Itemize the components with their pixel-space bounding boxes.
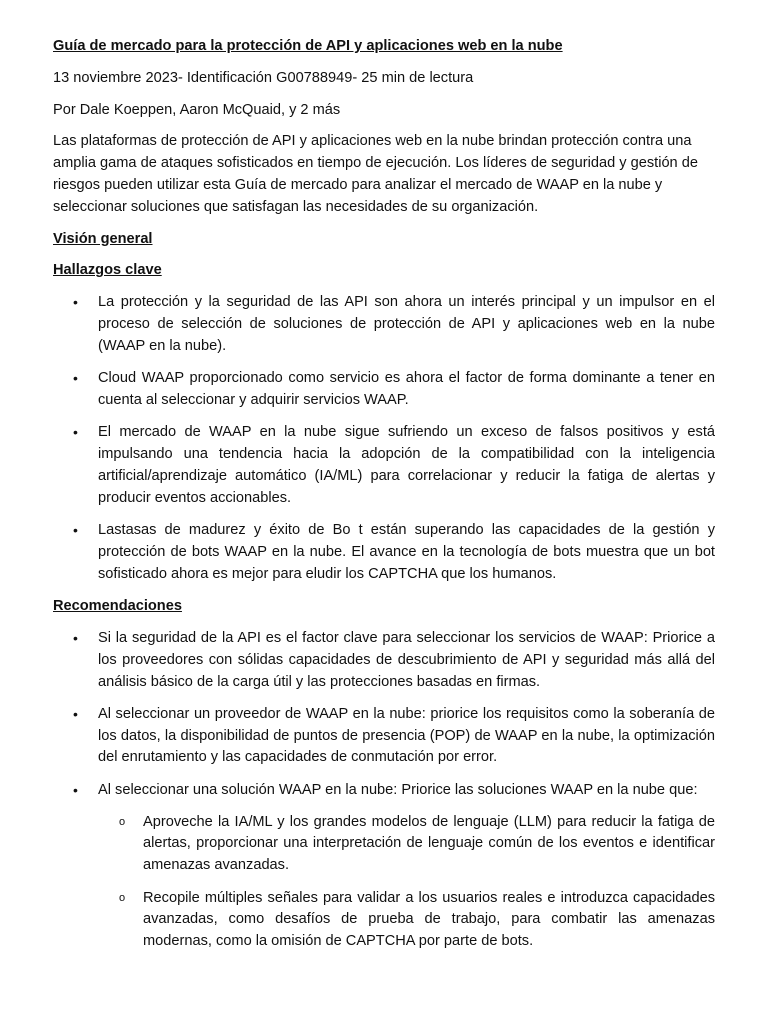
- list-item: [53, 368, 715, 412]
- overview-heading: Visión general: [53, 230, 153, 247]
- recommendations-list: [53, 628, 715, 953]
- sub-list-item: [98, 888, 715, 953]
- list-item-text: Si la seguridad de la API es el factor clave para seleccionar los servicios de WAAP: Priorice a los proveedores con sólidas capacidades de descubrimiento de API y seguridad más allá del análisis básico de la carga útil y las protecciones basadas en firmas.: [98, 629, 715, 690]
- list-item: [53, 628, 715, 693]
- list-item: [53, 704, 715, 769]
- key-findings-heading: Hallazgos clave: [53, 262, 162, 279]
- list-item: [53, 520, 715, 585]
- authors-line: Por Dale Koeppen, Aaron McQuaid, y 2 más: [53, 101, 341, 118]
- bullet-icon: •: [73, 705, 78, 722]
- list-item-text: Lastasas de madurez y éxito de Bo t están superando las capacidades de la gestión y protección de bots WAAP en la nube. El avance en la tecnología de bots muestra que un bot sofisticado ahora es mejor para eludir los CAPTCHA que los humanos.: [98, 522, 715, 582]
- list-item-text: La protección y la seguridad de las API son ahora un interés principal y un impulsor en el proceso de selección de soluciones de protección de API y aplicaciones web en la nube (WAAP en la nube).: [98, 294, 715, 354]
- intro-paragraph: Las plataformas de protección de API y aplicaciones web en la nube brindan protección contra una amplia gama de ataques sofisticados en tiempo de ejecución. Los líderes de seguridad y gestión de riesgos pueden utilizar esta Guía de mercado para analizar el mercado de WAAP en la nube y seleccionar soluciones que satisfagan las necesidades de su organización.: [53, 133, 698, 215]
- recommendations-heading: Recomendaciones: [53, 598, 182, 615]
- publication-info: 13 noviembre 2023- Identificación G00788949- 25 min de lectura: [53, 69, 474, 86]
- list-item-text: Cloud WAAP proporcionado como servicio es ahora el factor de forma dominante a tener en cuenta al seleccionar y adquirir servicios WAAP.: [98, 370, 715, 408]
- list-item: [53, 422, 715, 509]
- list-item: [53, 292, 715, 357]
- hollow-bullet-icon: o: [119, 815, 126, 828]
- sub-list-item-text: Aproveche la IA/ML y los grandes modelos de lenguaje (LLM) para reducir la fatiga de alertas, proporcionar una interpretación de lenguaje común de los eventos e identificar amenazas avanzadas.: [143, 813, 715, 874]
- list-item-text: El mercado de WAAP en la nube sigue sufriendo un exceso de falsos positivos y está impulsando una tendencia hacia la adopción de la compatibilidad con la inteligencia artificial/aprendizaje automático (IA/ML) para correlacionar y reducir la fatiga de alertas y producir eventos accionables.: [98, 424, 715, 506]
- sub-list-item: [98, 812, 715, 877]
- bullet-icon: •: [73, 424, 78, 441]
- document-title: Guía de mercado para la protección de API y aplicaciones web en la nube: [53, 38, 563, 54]
- list-item: [53, 780, 715, 953]
- key-findings-list: [53, 292, 715, 585]
- hollow-bullet-icon: o: [119, 891, 126, 904]
- sub-list: [98, 812, 715, 953]
- list-item-text: Al seleccionar un proveedor de WAAP en la nube: priorice los requisitos como la soberanía de los datos, la disponibilidad de puntos de presencia (POP) de WAAP en la nube, la optimización del enrutamiento y las capacidades de conmutación por error.: [98, 705, 715, 766]
- bullet-icon: •: [73, 522, 78, 539]
- list-item-text: Al seleccionar una solución WAAP en la nube: Priorice las soluciones WAAP en la nube que:: [98, 781, 698, 798]
- bullet-icon: •: [73, 294, 78, 311]
- bullet-icon: •: [73, 781, 78, 798]
- bullet-icon: •: [73, 370, 78, 387]
- bullet-icon: •: [73, 629, 78, 646]
- sub-list-item-text: Recopile múltiples señales para validar a los usuarios reales e introduzca capacidades avanzadas, como desafíos de prueba de trabajo, para combatir las amenazas modernas, como la omisión de CAPTCHA por parte de bots.: [143, 889, 715, 950]
